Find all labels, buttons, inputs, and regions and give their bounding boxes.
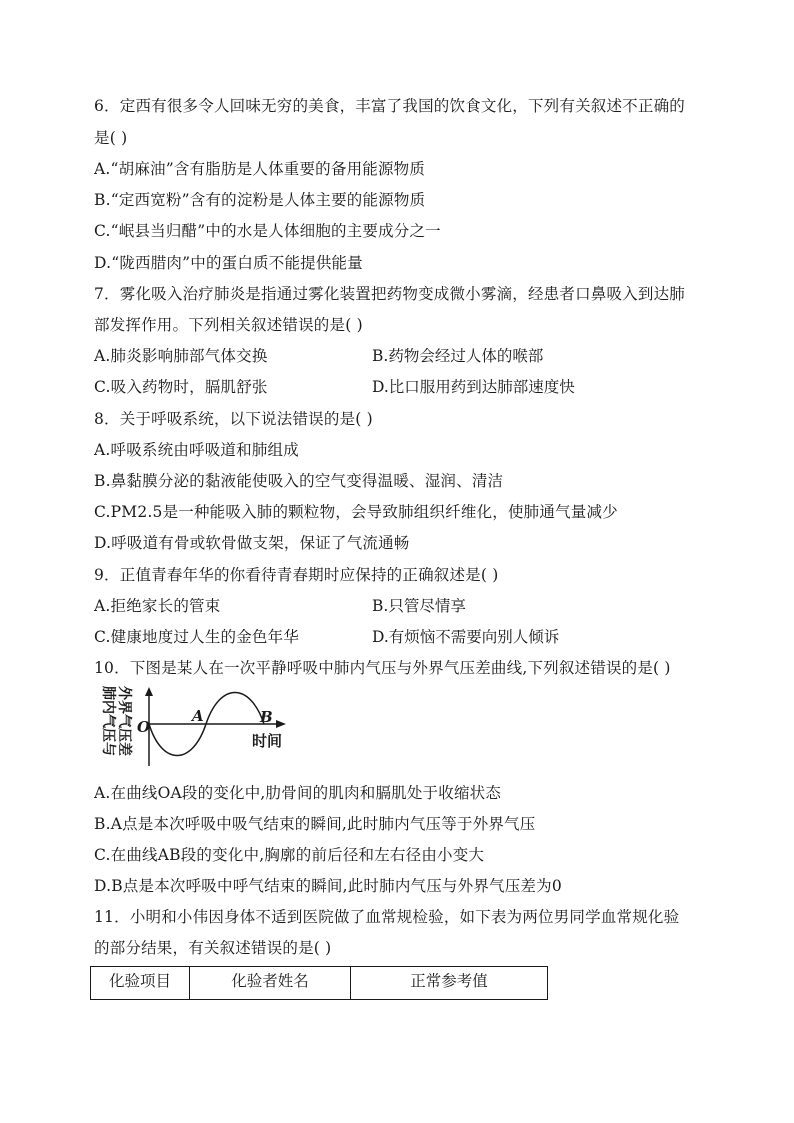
- q10-option-c: C.在曲线AB段的变化中,胸廓的前后径和左右径由小变大: [94, 846, 485, 864]
- q6-option-c: C.“岷县当归醋”中的水是人体细胞的主要成分之一: [94, 222, 441, 240]
- graph-point-a-label: A: [192, 707, 204, 725]
- table-header-row: [91, 967, 548, 1000]
- q6-option-b: B.“定西宽粉”含有的淀粉是人体主要的能源物质: [94, 191, 426, 209]
- q6-stem-line2: 是( ): [94, 129, 128, 147]
- q7-option-a: A.肺炎影响肺部气体交换: [94, 347, 268, 365]
- q9-stem: 9．正值青春年华的你看待青春期时应保持的正确叙述是( ): [94, 566, 499, 584]
- q7-stem-line2: 部发挥作用。下列相关叙述错误的是( ): [94, 316, 363, 334]
- q9-option-d: D.有烦恼不需要向别人倾诉: [372, 628, 560, 646]
- table-header-cell: 正常参考值: [351, 967, 548, 1000]
- q11-stem-line2: 的部分结果，有关叙述错误的是( ): [94, 939, 332, 957]
- q9-option-b: B.只管尽情享: [372, 597, 466, 615]
- q10-option-b: B.A点是本次呼吸中吸气结束的瞬间,此时肺内气压等于外界气压: [94, 815, 536, 833]
- q10-option-a: A.在曲线OA段的变化中,肋骨间的肌肉和膈肌处于收缩状态: [94, 784, 502, 802]
- q9-option-a: A.拒绝家长的管束: [94, 597, 221, 615]
- graph-point-b-label: B: [260, 708, 273, 726]
- graph-y-arrow: [145, 687, 153, 696]
- graph-ylabel-col2: 外界气压差: [116, 686, 132, 756]
- graph-x-arrow: [276, 720, 286, 728]
- graph-origin-label: O: [137, 718, 151, 736]
- pressure-difference-graph: [94, 684, 294, 770]
- q8-option-c: C.PM2.5是一种能吸入肺的颗粒物，会导致肺组织纤维化，使肺通气量减少: [94, 503, 618, 521]
- graph-xlabel: 时间: [252, 732, 283, 750]
- q6-stem-line1: 6．定西有很多令人回味无穷的美食，丰富了我国的饮食文化，下列有关叙述不正确的: [94, 97, 685, 115]
- q8-option-d: D.呼吸道有骨或软骨做支架，保证了气流通畅: [94, 534, 410, 552]
- q7-option-b: B.药物会经过人体的喉部: [372, 347, 544, 365]
- q6-option-a: A.“胡麻油”含有脂肪是人体重要的备用能源物质: [94, 160, 426, 178]
- table-header-cell: 化验项目: [91, 967, 190, 1000]
- q7-stem-line1: 7．雾化吸入治疗肺炎是指通过雾化装置把药物变成微小雾滴，经患者口鼻吸入到达肺: [94, 285, 685, 303]
- q10-stem: 10．下图是某人在一次平静呼吸中肺内气压与外界气压差曲线,下列叙述错误的是( ): [94, 659, 671, 677]
- q9-option-c: C.健康地度过人生的金色年华: [94, 628, 300, 646]
- graph-ylabel-col1: 肺内气压与: [100, 686, 116, 756]
- table-header-cell: 化验者姓名: [190, 967, 351, 1000]
- q11-stem-line1: 11．小明和小伟因身体不适到医院做了血常规检验，如下表为两位男同学血常规化验: [94, 908, 680, 926]
- q8-stem: 8．关于呼吸系统，以下说法错误的是( ): [94, 410, 373, 428]
- q8-option-b: B.鼻黏膜分泌的黏液能使吸入的空气变得温暖、湿润、清洁: [94, 472, 504, 490]
- blood-test-table: [90, 966, 548, 1000]
- q8-option-a: A.呼吸系统由呼吸道和肺组成: [94, 441, 299, 459]
- q10-option-d: D.B点是本次呼吸中呼气结束的瞬间,此时肺内气压与外界气压差为0: [94, 877, 562, 895]
- q7-option-c: C.吸入药物时，膈肌舒张: [94, 378, 268, 396]
- q7-option-d: D.比口服用药到达肺部速度快: [372, 378, 575, 396]
- q6-option-d: D.“陇西腊肉”中的蛋白质不能提供能量: [94, 254, 363, 272]
